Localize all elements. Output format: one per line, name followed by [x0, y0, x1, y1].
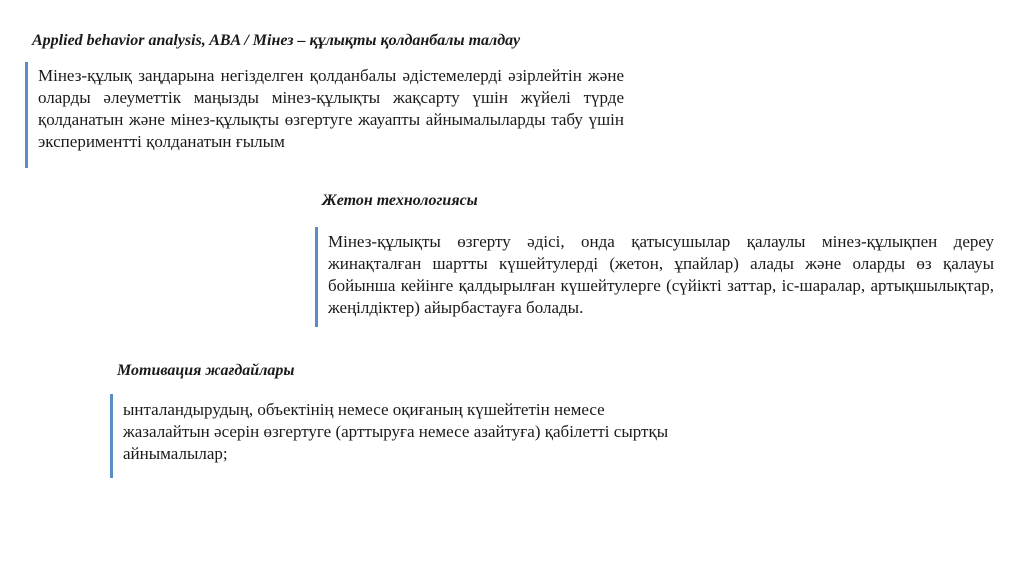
token-technology-block	[315, 227, 994, 327]
motivation-conditions-text: ынталандырудың, объектінің немесе оқиғаның күшейтетін немесе жазалайтын әсерін өзгертуге (арттыруға немесе азайтуға) қабілетті сыртқы айнымалылар;	[123, 400, 669, 463]
token-technology-heading: Жетон технологиясы	[322, 192, 478, 209]
token-technology-text: Мінез-құлықты өзгерту әдісі, онда қатысушылар қалаулы мінез-құлықпен дереу жинақталған шартты күшейтулерді (жетон, ұпайлар) алады және оларды өз қалауы бойынша кейінге қалдырылған күшейтулерге (сүйікті заттар, іс-шаралар, артықшылықтар, жеңілдіктер) айырбастауға болады.	[328, 232, 994, 317]
aba-definition-block	[25, 62, 624, 168]
aba-heading: Applied behavior analysis, ABA / Мінез – құлықты қолданбалы талдау	[32, 32, 521, 49]
motivation-conditions-block	[110, 394, 680, 478]
aba-definition-text: Мінез-құлық заңдарына негізделген қолданбалы әдістемелерді әзірлейтін және оларды әлеуметтік маңызды мінез-құлықты жақсарту үшін жүйелі түрде қолданатын және мінез-құлықты өзгертуге жауапты айнымалыларды табу үшін экспериментті қолданатын ғылым	[38, 66, 624, 151]
motivation-conditions-heading: Мотивация жағдайлары	[117, 362, 295, 379]
